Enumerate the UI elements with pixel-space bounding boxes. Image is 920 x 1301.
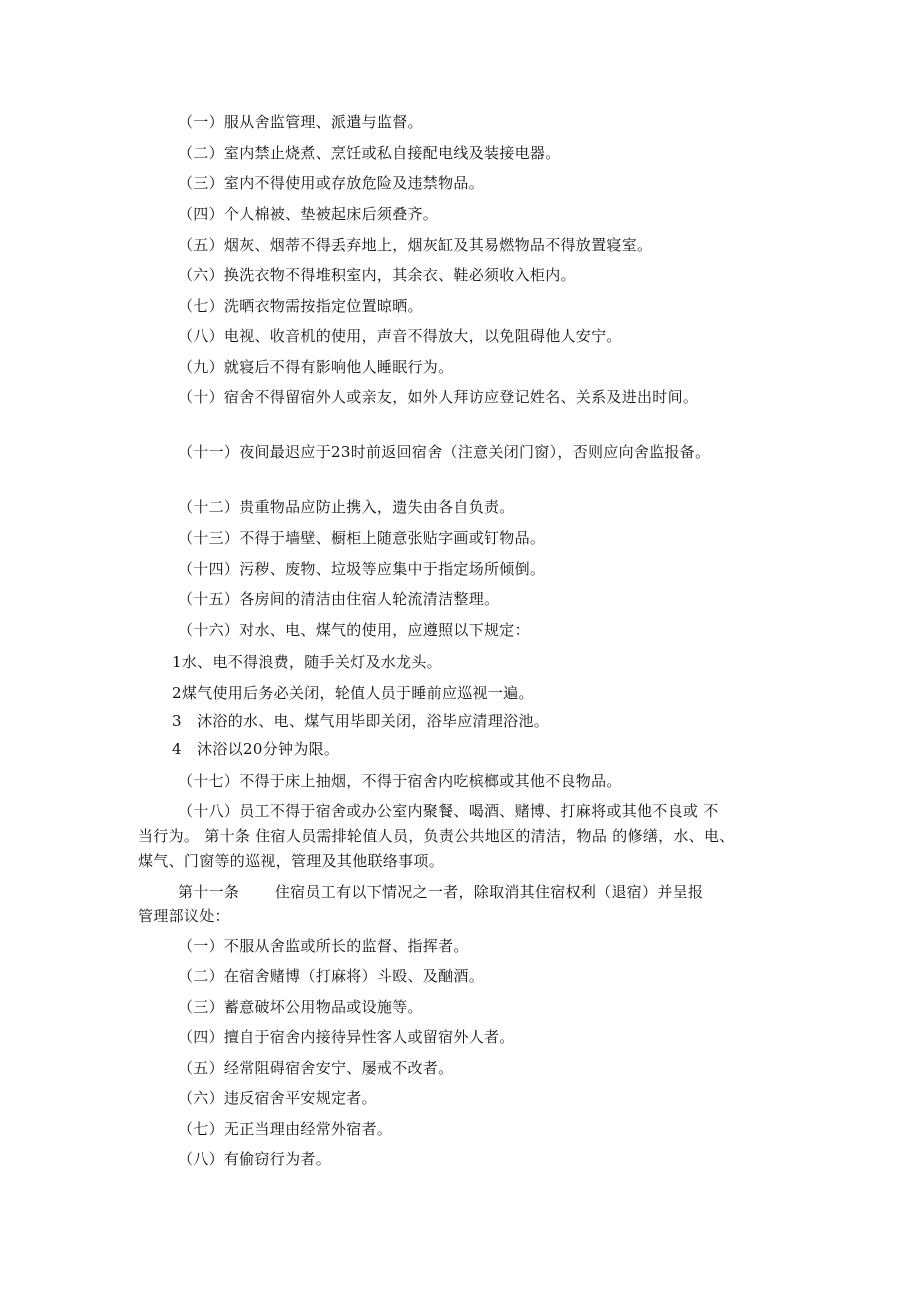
sub-rule-1: 1水、电不得浪费，随手关灯及水龙头。 — [172, 653, 442, 671]
rule-18-line-3: 煤气、门窗等的巡视，管理及其他联络事项。 — [138, 852, 445, 870]
rule-9: （九）就寝后不得有影响他人睡眠行为。 — [178, 358, 454, 376]
rule-4: （四）个人棉被、垫被起床后须叠齐。 — [178, 205, 439, 223]
article-11-line-2: 管理部议处： — [138, 907, 230, 925]
violation-1: （一）不服从舍监或所长的监督、指挥者。 — [178, 937, 469, 955]
rule-17: （十七）不得于床上抽烟，不得于宿舍内吃槟榔或其他不良物品。 — [178, 772, 622, 790]
rule-18-line-2: 当行为。 第十条 住宿人员需排轮值人员，负责公共地区的清洁，物品 的修缮，水、电、 — [138, 827, 735, 845]
rule-6: （六）换洗衣物不得堆积室内，其余衣、鞋必须收入柜内。 — [178, 266, 576, 284]
rule-18-line-1: （十八）员工不得于宿舍或办公室内聚餐、喝酒、赌博、打麻将或其他不良或 不 — [178, 802, 719, 820]
rule-3: （三）室内不得使用或存放危险及违禁物品。 — [178, 174, 485, 192]
sub-rule-4: 4 沐浴以20分钟为限。 — [172, 740, 340, 758]
rule-2: （二）室内禁止烧煮、烹饪或私自接配电线及装接电器。 — [178, 144, 561, 162]
rule-1: （一）服从舍监管理、派遣与监督。 — [178, 113, 423, 131]
violation-4: （四）擅自于宿舍内接待异性客人或留宿外人者。 — [178, 1028, 515, 1046]
rule-13: （十三）不得于墙壁、橱柜上随意张贴字画或钉物品。 — [178, 529, 546, 547]
violation-2: （二）在宿舍赌博（打麻将）斗殴、及酗酒。 — [178, 967, 485, 985]
sub-rule-3: 3 沐浴的水、电、煤气用毕即关闭，浴毕应清理浴池。 — [172, 712, 550, 730]
violation-6: （六）违反宿舍平安规定者。 — [178, 1089, 377, 1107]
rule-5: （五）烟灰、烟蒂不得丢弃地上，烟灰缸及其易燃物品不得放置寝室。 — [178, 236, 653, 254]
rule-7: （七）洗晒衣物需按指定位置晾晒。 — [178, 297, 423, 315]
rule-12: （十二）贵重物品应防止携入，遗失由各自负责。 — [178, 498, 515, 516]
violation-3: （三）蓄意破坏公用物品或设施等。 — [178, 998, 423, 1016]
violation-7: （七）无正当理由经常外宿者。 — [178, 1120, 393, 1138]
rule-14: （十四）污秽、废物、垃圾等应集中于指定场所倾倒。 — [178, 560, 546, 578]
rule-15: （十五）各房间的清洁由住宿人轮流清洁整理。 — [178, 590, 500, 608]
sub-rule-2: 2煤气使用后务必关闭，轮值人员于睡前应巡视一遍。 — [172, 684, 534, 702]
rule-11: （十一）夜间最迟应于23时前返回宿舍（注意关闭门窗），否则应向舍监报备。 — [178, 443, 711, 461]
violation-5: （五）经常阻碍宿舍安宁、屡戒不改者。 — [178, 1059, 454, 1077]
rule-8: （八）电视、收音机的使用，声音不得放大，以免阻碍他人安宁。 — [178, 327, 622, 345]
article-11-line-1: 第十一条 住宿员工有以下情况之一者，除取消其住宿权利（退宿）并呈报 — [178, 883, 704, 901]
rule-16: （十六）对水、电、煤气的使用，应遵照以下规定： — [178, 621, 530, 639]
violation-8: （八）有偷窃行为者。 — [178, 1150, 332, 1168]
rule-10: （十）宿舍不得留宿外人或亲友，如外人拜访应登记姓名、关系及进出时间。 — [178, 388, 699, 406]
